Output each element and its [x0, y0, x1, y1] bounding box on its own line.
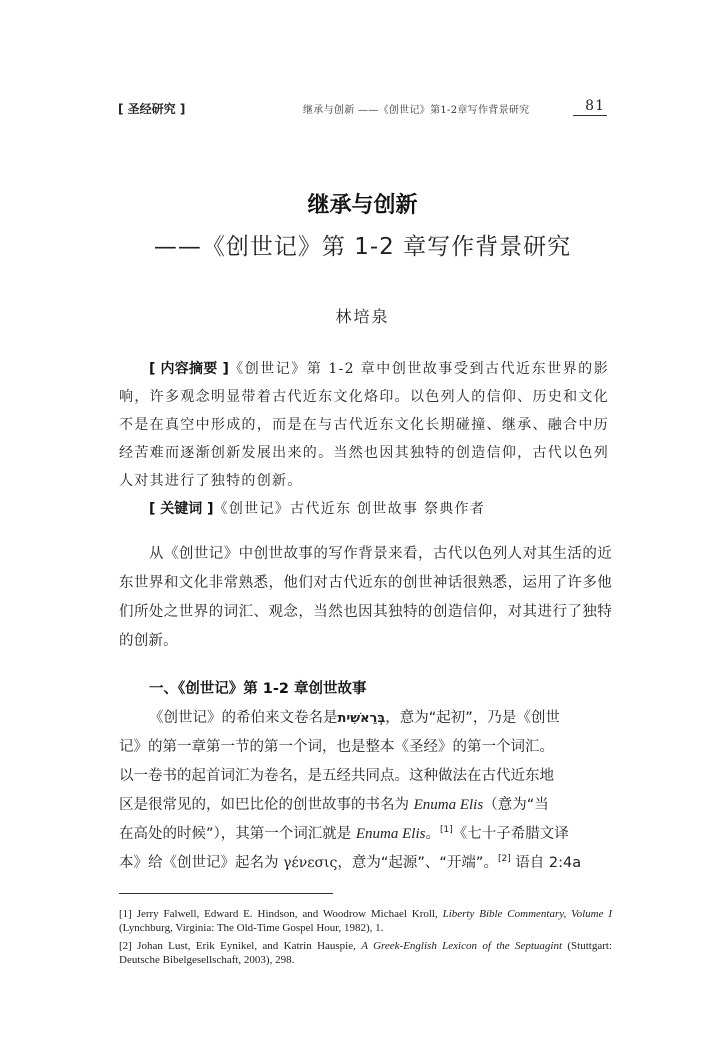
body-line: 以一卷书的起首词汇为卷名，是五经共同点。这种做法在古代近东地	[119, 768, 554, 784]
footnote-marker: [2]	[119, 940, 132, 952]
footnote-text: (Lynchburg, Virginia: The Old-Time Gospel Hour, 1982), 1.	[119, 922, 384, 934]
text-run: 区是很常见的，如巴比伦的创世故事的书名为	[119, 797, 409, 813]
footnote-divider	[119, 893, 333, 894]
intro-paragraph: 从《创世记》中创世故事的写作背景来看，古代以色列人对其生活的近东世界和文化非常熟悉，他们对古代近东的创世神话很熟悉，运用了许多他们所处之世界的词汇、观念，当然也因其独特的创造信仰，对其进行了独特的创新。	[119, 546, 612, 649]
article-title: 继承与创新	[307, 193, 418, 218]
hebrew-word: בְּרֵאשִׁית	[337, 711, 386, 726]
abstract-paragraph	[119, 355, 609, 495]
section-heading: 一、《创世记》第 1-2 章创世故事	[149, 681, 367, 697]
article-subtitle: ——《创世记》第 1-2 章写作背景研究	[153, 234, 572, 260]
text-run: ，意为“起初”，乃是《创世	[385, 710, 560, 726]
text-run: ，意为“起源”、“开端”。	[337, 855, 498, 871]
text-run: 在高处的时候”），其第一个词汇就是	[119, 826, 352, 842]
abstract-label: [ 内容摘要 ]	[149, 361, 229, 377]
page-number: 81	[573, 98, 607, 116]
body-line	[119, 704, 612, 733]
text-run: 《创世记》的希伯来文卷名是	[149, 710, 338, 726]
abstract-block	[119, 355, 609, 523]
text-run: 《七十子希腊文译	[452, 826, 569, 842]
body-line: 记》的第一章第一节的第一个词，也是整本《圣经》的第一个词汇。	[119, 739, 554, 755]
enuma-elis-title: Enuma Elis	[413, 797, 484, 813]
body-line	[119, 820, 612, 849]
greek-word: γένεσις	[283, 855, 338, 871]
enuma-elis-title: Enuma Elis	[355, 826, 426, 842]
section-body	[119, 704, 612, 878]
abstract-text: 《创世记》第 1-2 章中创世故事受到古代近东世界的影响，许多观念明显带着古代近东文化烙印。以色列人的信仰、历史和文化不是在真空中形成的，而是在与古代近东文化长期碰撞、继承、融合中历经苦难而逐渐创新发展出来的。当然也因其独特的创造信仰，古代以色列人对其进行了独特的创新。	[119, 361, 610, 489]
footnote-book-title: A Greek-English Lexicon of the Septuagint	[361, 940, 563, 952]
text-run: （意为“当	[483, 797, 549, 813]
text-run: 语自 2:4a	[510, 855, 582, 871]
footnote-marker: [1]	[119, 908, 132, 920]
section-label: [ 圣经研究 ]	[118, 102, 186, 116]
footnote-text: (Stuttgart: Deutsche Bibelgesellschaft, 2003), 298.	[119, 940, 612, 966]
running-title: 继承与创新 ——《创世记》第1-2章写作背景研究	[303, 105, 530, 116]
footnotes	[119, 907, 612, 971]
text-run: 本》给《创世记》起名为	[119, 855, 279, 871]
footnote-book-title: Liberty Bible Commentary, Volume I	[442, 908, 612, 920]
text-run: 。	[425, 826, 440, 842]
running-header	[303, 98, 607, 116]
footnote-1	[119, 907, 612, 935]
footnote-ref-2[interactable]: [2]	[497, 854, 511, 864]
author-name: 林培泉	[335, 307, 390, 326]
footnote-2	[119, 939, 612, 967]
footnote-ref-1[interactable]: [1]	[439, 825, 453, 835]
keywords-text: 《创世记》古代近东 创世故事 祭典作者	[213, 501, 486, 517]
body-line	[119, 849, 612, 878]
footnote-text: Johan Lust, Erik Eynikel, and Katrin Hauspie,	[137, 940, 362, 952]
intro-section	[119, 540, 612, 656]
footnote-text: Jerry Falwell, Edward E. Hindson, and Woodrow Michael Kroll,	[136, 908, 443, 920]
body-line	[119, 791, 612, 820]
keywords-paragraph	[119, 495, 609, 523]
keywords-label: [ 关键词 ]	[149, 501, 214, 517]
